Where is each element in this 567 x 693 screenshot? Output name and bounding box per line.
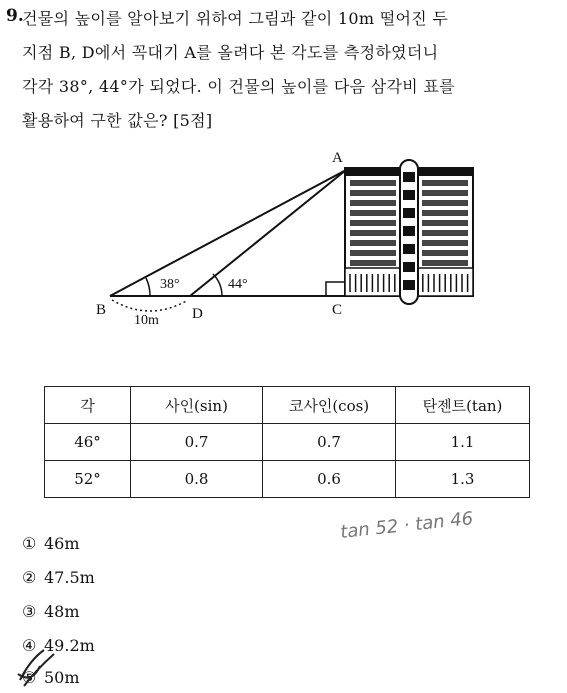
- handwritten-note: tan 52 · tan 46: [339, 508, 475, 543]
- angle-arc-b: [146, 278, 150, 296]
- question-line-4: 활용하여 구한 값은? [5점]: [22, 111, 213, 130]
- label-a: A: [332, 150, 343, 166]
- choice-mark: ⑤: [22, 668, 37, 687]
- table-row: [45, 424, 530, 461]
- tower-window: [403, 244, 415, 254]
- label-d: D: [192, 306, 203, 322]
- building-window-row: [422, 250, 468, 256]
- building-window-row: [350, 230, 396, 236]
- building-window-row: [422, 190, 468, 196]
- building-window-row: [350, 210, 396, 216]
- table-cell: 0.7: [263, 424, 396, 461]
- label-c: C: [332, 302, 343, 318]
- choice-1[interactable]: [22, 534, 80, 553]
- tower-window: [403, 208, 415, 218]
- tower-window: [403, 190, 415, 200]
- sight-line-d: [190, 170, 346, 296]
- building-window-row: [350, 220, 396, 226]
- label-b: B: [96, 302, 107, 318]
- building-window-row: [350, 250, 396, 256]
- building-window-row: [350, 260, 396, 266]
- building-window-row: [350, 240, 396, 246]
- building-window-row: [422, 200, 468, 206]
- question-number: 9.: [6, 6, 24, 26]
- pen-check-mark-icon: [14, 640, 64, 690]
- table-cell: 52°: [45, 461, 131, 498]
- table-header: 사인(sin): [131, 387, 263, 424]
- table-cell: 0.8: [131, 461, 263, 498]
- table-row: [45, 461, 530, 498]
- table-cell: 0.7: [131, 424, 263, 461]
- question-line-2: 지점 B, D에서 꼭대기 A를 올려다 본 각도를 측정하였더니: [22, 43, 439, 62]
- choice-text: 46m: [44, 534, 80, 553]
- building-window-row: [422, 260, 468, 266]
- choice-mark: ②: [22, 568, 37, 587]
- tower-window: [403, 226, 415, 236]
- choice-text: 49.2m: [44, 636, 95, 655]
- label-distance: 10m: [134, 313, 159, 328]
- building-window-row: [350, 200, 396, 206]
- right-angle-mark: [326, 282, 345, 296]
- building-window-row: [422, 240, 468, 246]
- table-cell: 46°: [45, 424, 131, 461]
- building-diagram: [0, 0, 567, 340]
- choice-text: 47.5m: [44, 568, 95, 587]
- question-line-1: 건물의 높이를 알아보기 위하여 그림과 같이 10m 떨어진 두: [22, 9, 449, 28]
- table-cell: 1.1: [396, 424, 530, 461]
- table-header: 각: [45, 387, 131, 424]
- table-header-row: [45, 387, 530, 424]
- building-window-row: [422, 210, 468, 216]
- choice-mark: ③: [22, 602, 37, 621]
- tower-window: [403, 172, 415, 182]
- tower-window: [403, 262, 415, 272]
- building-window-row: [350, 190, 396, 196]
- tower-window: [403, 280, 415, 290]
- table-cell: 0.6: [263, 461, 396, 498]
- building-window-row: [350, 180, 396, 186]
- distance-bracket: [112, 300, 188, 311]
- label-angle-d: 44°: [228, 277, 248, 292]
- choice-text: 48m: [44, 602, 80, 621]
- choice-2[interactable]: [22, 568, 95, 587]
- table-header: 코사인(cos): [263, 387, 396, 424]
- choice-mark: ①: [22, 534, 37, 553]
- choice-text: 50m: [44, 668, 80, 687]
- choice-3[interactable]: [22, 602, 80, 621]
- label-angle-b: 38°: [160, 277, 180, 292]
- building: [345, 160, 473, 304]
- table-header: 탄젠트(tan): [396, 387, 530, 424]
- building-window-row: [422, 220, 468, 226]
- trig-table: [44, 386, 530, 498]
- choice-mark: ④: [22, 636, 37, 655]
- building-window-row: [422, 180, 468, 186]
- building-window-row: [422, 230, 468, 236]
- table-cell: 1.3: [396, 461, 530, 498]
- question-line-3: 각각 38°, 44°가 되었다. 이 건물의 높이를 다음 삼각비 표를: [22, 77, 455, 96]
